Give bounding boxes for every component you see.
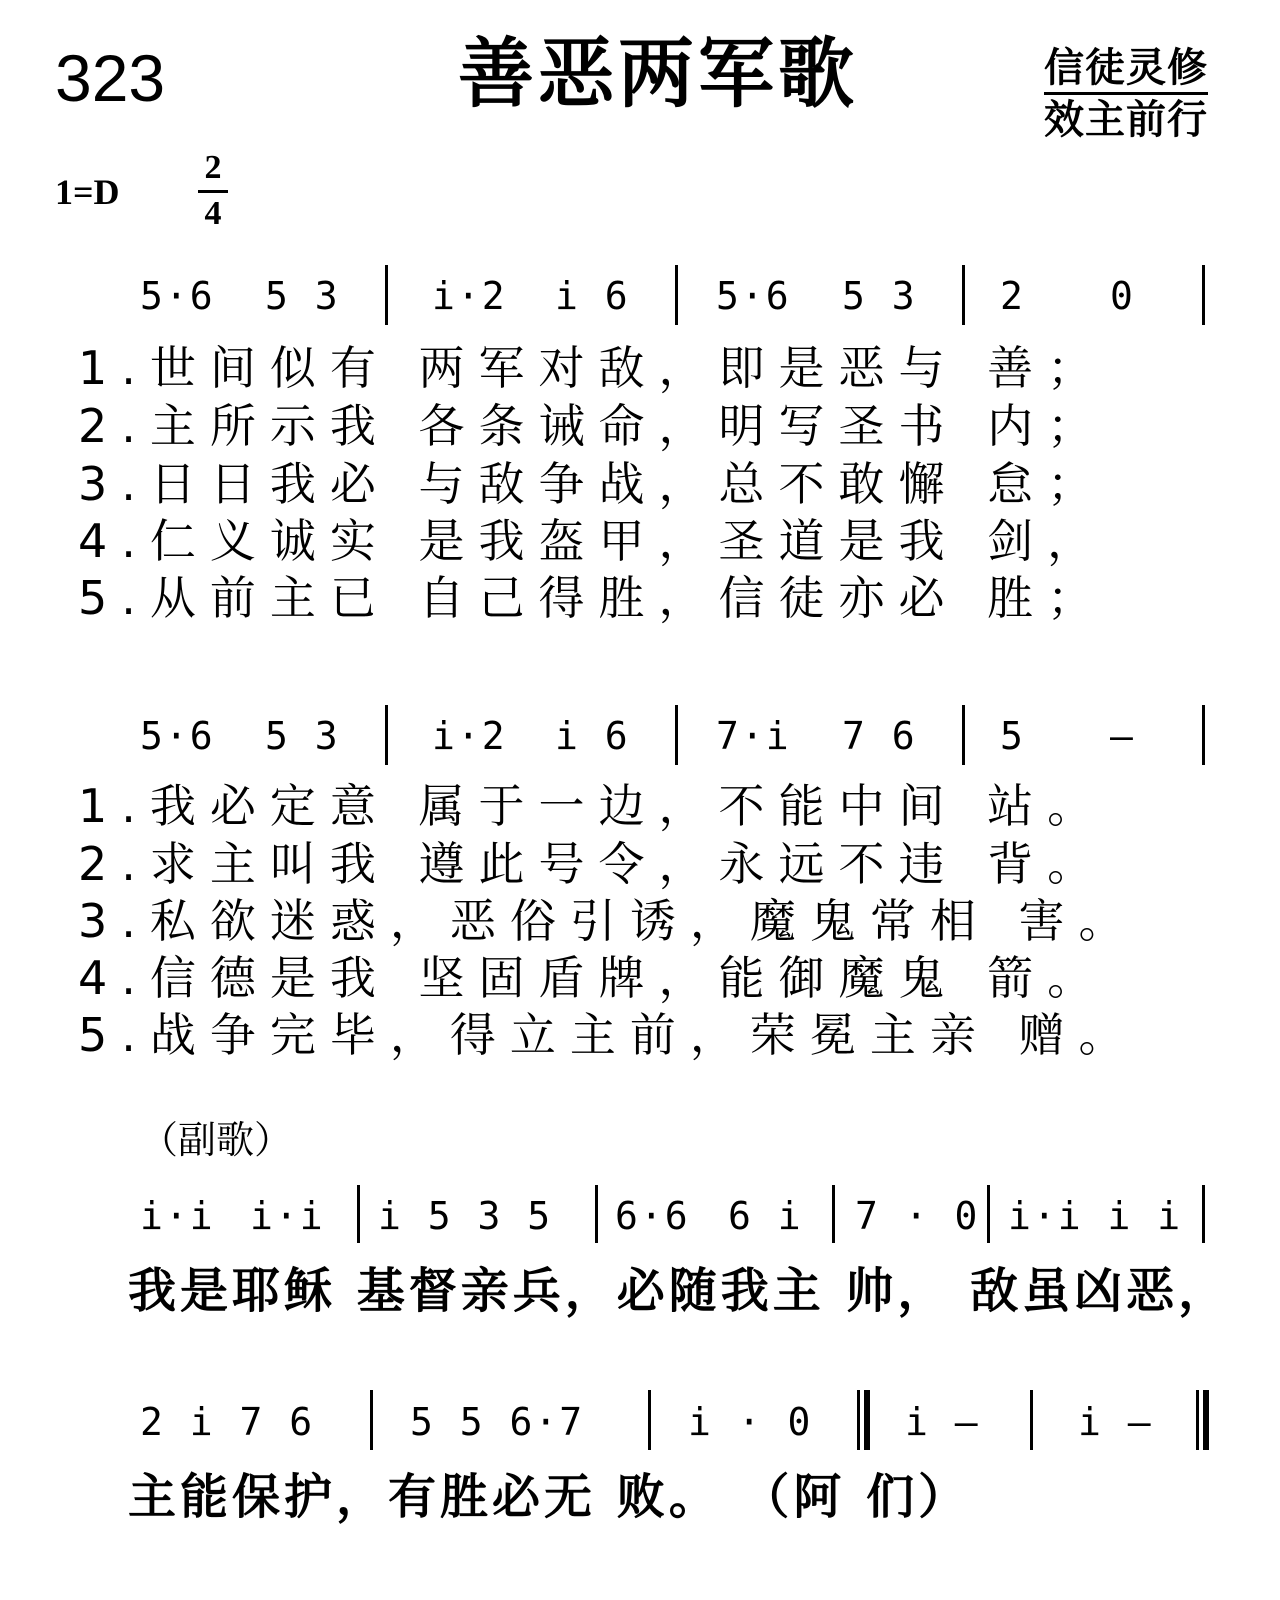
bar-line [675,265,678,325]
time-signature-bottom: 4 [204,195,222,232]
note-group: 2 [1000,274,1025,318]
bar-line [962,265,965,325]
final-bar-line [1196,1390,1199,1450]
note-group: 0 [1110,274,1135,318]
note-group: i·i [250,1194,325,1238]
note-group: i·i i i [1008,1194,1183,1238]
note-group: 5·6 [716,274,791,318]
note-group: – [1110,714,1135,758]
bar-line [987,1185,990,1243]
bar-line [962,705,965,765]
lyric-line: 1.世间似有 两军对敌，即是恶与 善； [78,341,1108,395]
note-group: i – [1078,1400,1153,1444]
lyric-line: 1.我必定意 属于一边，不能中间 站。 [78,779,1108,833]
note-group: 5·6 [140,274,215,318]
lyric-line: 4.信德是我 坚固盾牌，能御魔鬼 箭。 [78,951,1108,1005]
note-group: i·i [140,1194,215,1238]
note-group: i – [905,1400,980,1444]
note-group: i·2 [432,714,507,758]
note-group: 5·6 [140,714,215,758]
hymn-title: 善恶两军歌 [458,29,858,118]
lyric-line: 5.从前主已 自己得胜，信徒亦必 胜； [78,571,1108,625]
lyric-line: 2.主所示我 各条诫命，明写圣书 内； [78,399,1108,453]
double-bar-line [857,1390,860,1450]
note-group: i·2 [432,274,507,318]
note-group: i 6 [555,274,630,318]
key-signature: 1=D [55,172,120,212]
note-group: i · 0 [688,1400,813,1444]
time-signature-top: 2 [204,149,222,186]
note-group: 7 6 [842,714,917,758]
note-group: 5 3 [265,714,340,758]
lyric-line: 5.战争完毕，得立主前，荣冕主亲 赠。 [78,1008,1139,1062]
lyric-line: 2.求主叫我 遵此号令，永远不违 背。 [78,837,1108,891]
bar-line [385,705,388,765]
note-group: 6·6 [615,1194,690,1238]
bar-line [1202,265,1205,325]
bar-line [1202,705,1205,765]
note-group: 5 3 [265,274,340,318]
note-group: 5 [1000,714,1025,758]
note-group: 2 i 7 6 [140,1400,315,1444]
refrain-label: （副歌） [140,1118,293,1162]
bar-line [1030,1390,1033,1450]
lyric-line: 3.日日我必 与敌争战，总不敢懈 怠； [78,457,1108,511]
category-label-text: 信徒灵修 [1044,45,1208,91]
bar-line [370,1390,373,1450]
note-group: i 5 3 5 [378,1194,553,1238]
hymn-number: 323 [55,41,166,115]
category-label [1044,44,1208,92]
bar-line [595,1185,598,1243]
double-bar-line [864,1390,870,1450]
subcategory-label: 效主前行 [1044,97,1208,143]
note-group: 5 5 6·7 [410,1400,585,1444]
bar-line [1202,1185,1205,1243]
time-signature-divider [198,190,228,193]
note-group: 7 · 0 [855,1194,980,1238]
bar-line [385,265,388,325]
lyric-line: 4.仁义诚实 是我盔甲，圣道是我 剑， [78,514,1108,568]
bar-line [648,1390,651,1450]
note-group: i 6 [555,714,630,758]
lyric-line: 3.私欲迷惑，恶俗引诱，魔鬼常相 害。 [78,894,1139,948]
bar-line [675,705,678,765]
note-group: 7·i [716,714,791,758]
note-group: 5 3 [842,274,917,318]
note-group: 6 i [728,1194,803,1238]
refrain-lyric-line: 我是耶稣 基督亲兵，必随我主 帅， 敌虽凶恶， [128,1263,1231,1319]
category-underline [1044,92,1208,95]
final-bar-line [1203,1390,1209,1450]
bar-line [832,1185,835,1243]
bar-line [357,1185,360,1243]
refrain-lyric-line: 主能保护，有胜必无 败。 （阿 们） [128,1469,971,1525]
